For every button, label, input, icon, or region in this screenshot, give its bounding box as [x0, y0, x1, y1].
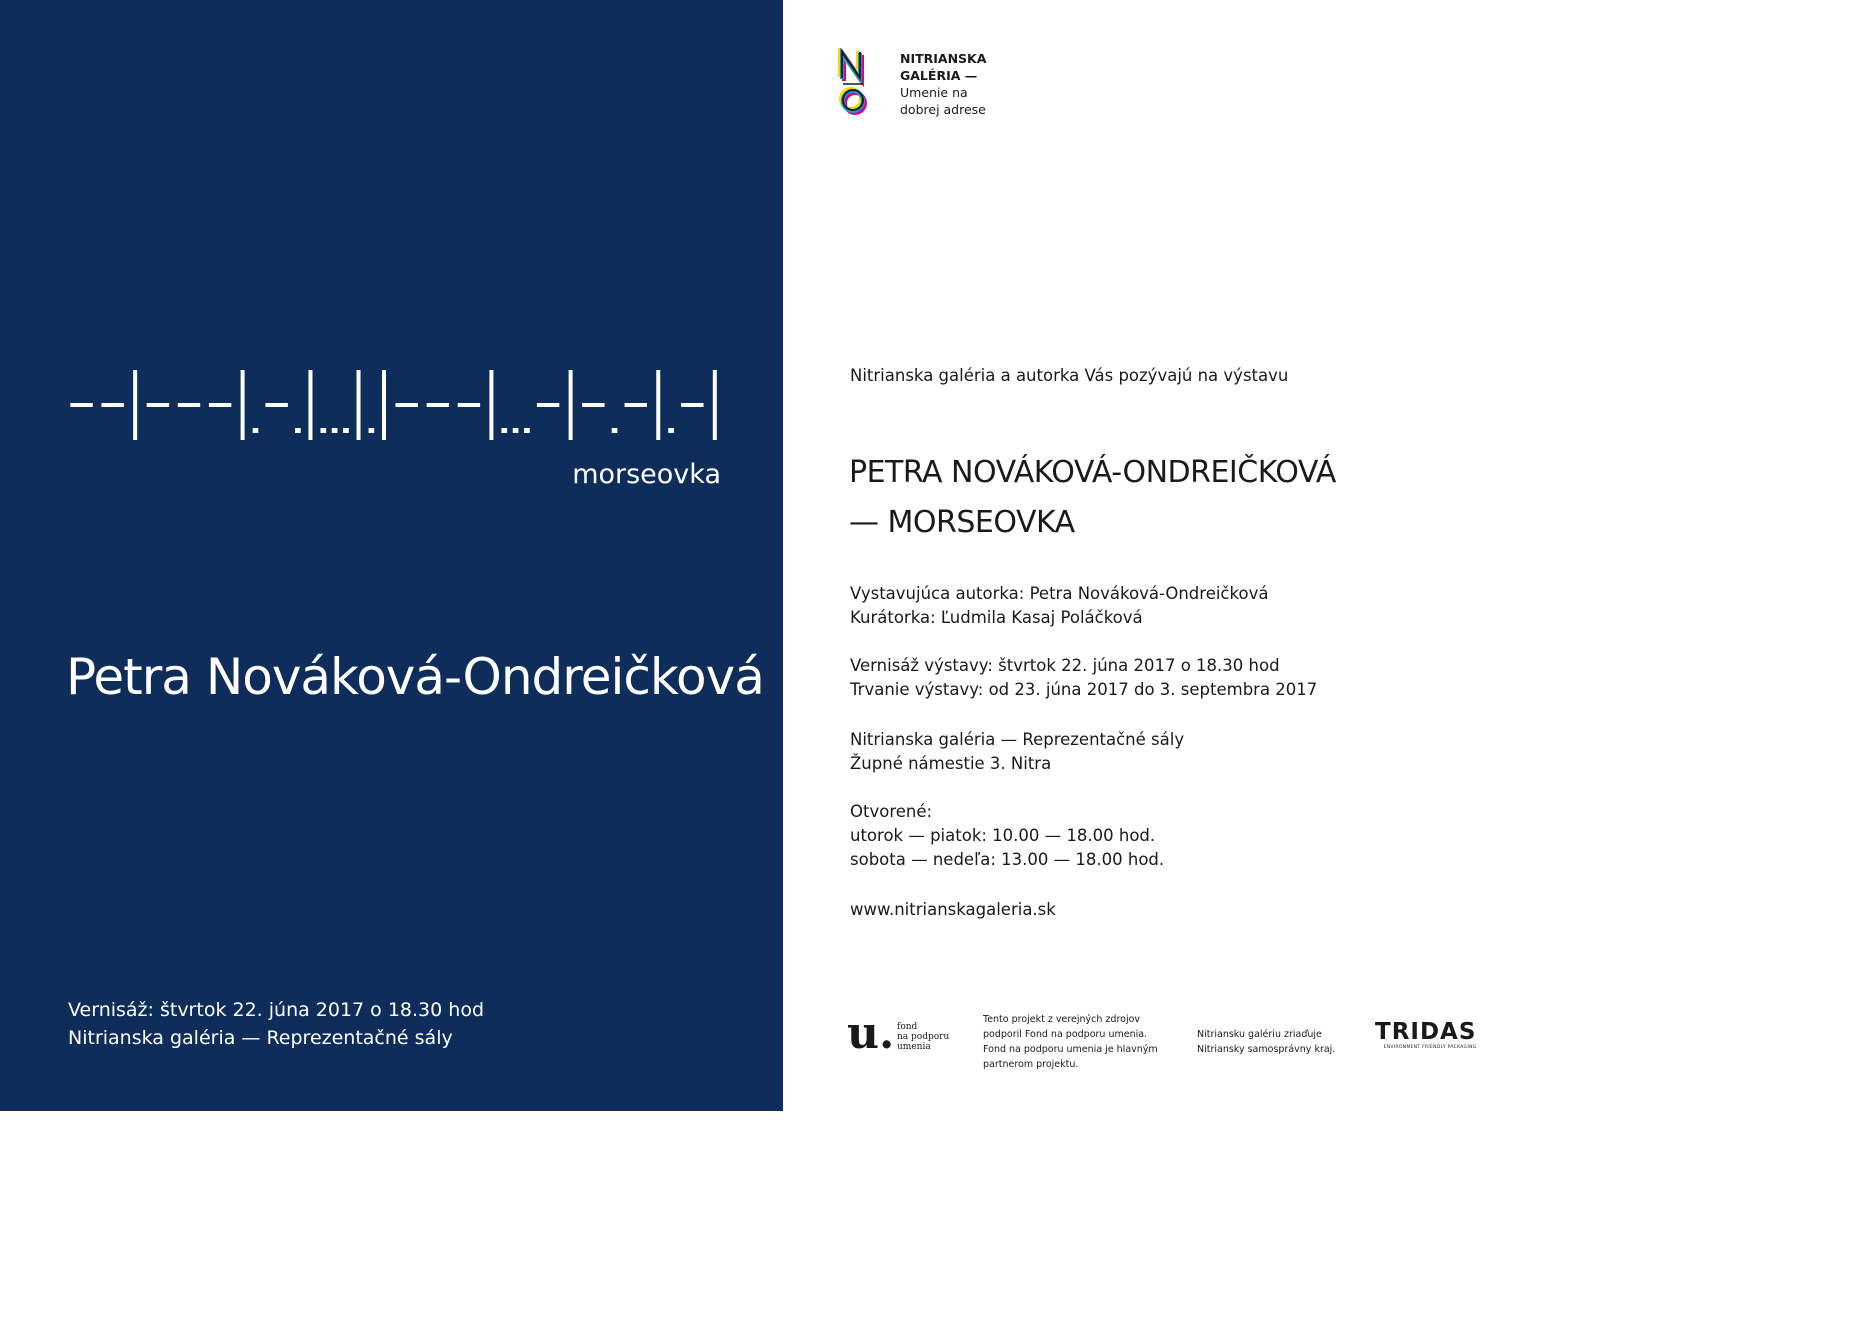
fpu-text-1: fond	[897, 1022, 918, 1032]
website-link[interactable]: www.nitrianskagaleria.sk	[850, 900, 1056, 919]
morse-dash	[537, 403, 559, 407]
hours-weekday: utorok — piatok: 10.00 — 18.00 hod.	[850, 826, 1156, 845]
morse-dash	[101, 403, 123, 407]
morse-separator	[489, 370, 493, 440]
artist-name: Petra Nováková-Ondreičková	[66, 648, 764, 706]
info-panel	[783, 0, 1568, 1111]
hours-heading: Otvorené:	[850, 802, 933, 821]
morse-dash	[147, 403, 169, 407]
people-block	[850, 582, 1268, 630]
fpu-logo-text	[897, 1022, 949, 1052]
tridas-wordmark: TRIDAS	[1375, 1019, 1477, 1045]
morse-dot	[369, 428, 375, 433]
morse-dot	[253, 428, 259, 433]
cover-footer	[68, 996, 484, 1052]
author-line: Vystavujúca autorka: Petra Nováková-Ondreičková	[850, 584, 1269, 603]
cover-panel	[0, 0, 783, 1111]
founder-note-1: Nitriansku galériu zriaďuje	[1197, 1029, 1322, 1040]
web-block	[850, 898, 1056, 922]
morse-dash	[209, 403, 231, 407]
morse-dot	[343, 428, 349, 433]
morse-separator	[133, 370, 137, 440]
logo-line-2: GALÉRIA —	[900, 68, 978, 83]
cover-opening: Vernisáž: štvrtok 22. júna 2017 o 18.30 hod	[68, 999, 485, 1021]
morse-separator	[713, 370, 717, 440]
morse-dash	[458, 403, 480, 407]
gallery-logo-text	[900, 50, 986, 118]
morse-dash	[70, 403, 92, 407]
morse-separator	[241, 370, 245, 440]
project-note-1: Tento projekt z verejných zdrojov	[983, 1014, 1141, 1025]
morse-dot	[320, 428, 326, 433]
fpu-text-2: na podporu	[897, 1032, 950, 1042]
project-note-4: partnerom projektu.	[983, 1059, 1079, 1070]
project-note-3: Fond na podporu umenia je hlavným	[983, 1044, 1158, 1055]
morse-dash	[625, 403, 647, 407]
tridas-logo-icon	[1375, 1020, 1476, 1050]
title-line-2: — MORSEOVKA	[849, 505, 1075, 540]
morse-code-graphic	[66, 370, 722, 440]
morse-separator	[656, 370, 660, 440]
venue-line: Nitrianska galéria — Reprezentačné sály	[850, 730, 1185, 749]
morse-dot	[668, 428, 674, 433]
morse-dash	[582, 403, 604, 407]
address-line: Župné námestie 3. Nitra	[850, 754, 1052, 773]
morse-dot	[332, 428, 338, 433]
project-support-note	[983, 1012, 1158, 1072]
exhibition-title	[849, 448, 1336, 548]
fpu-logo-icon: u.	[847, 1008, 895, 1059]
project-note-2: podporil Fond na podporu umenia.	[983, 1029, 1148, 1040]
cover-venue: Nitrianska galéria — Reprezentačné sály	[68, 1027, 453, 1049]
morse-dot	[524, 428, 530, 433]
ng-logo-icon	[837, 48, 885, 118]
morse-dot	[295, 428, 301, 433]
logo-line-4: dobrej adrese	[900, 102, 986, 117]
curator-line: Kurátorka: Ľudmila Kasaj Poláčková	[850, 608, 1143, 627]
morse-dot	[612, 428, 618, 433]
morse-dot	[501, 428, 507, 433]
duration-line: Trvanie výstavy: od 23. júna 2017 do 3. septembra 2017	[850, 680, 1318, 699]
hours-block	[850, 800, 1164, 872]
founder-note-2: Nitriansky samosprávny kraj.	[1197, 1044, 1336, 1055]
morse-separator	[569, 370, 573, 440]
morse-dot	[513, 428, 519, 433]
founder-note	[1197, 1027, 1335, 1057]
logo-line-3: Umenie na	[900, 85, 968, 100]
morse-dash	[681, 403, 703, 407]
morse-dash	[396, 403, 418, 407]
venue-block	[850, 728, 1184, 776]
morse-dash	[427, 403, 449, 407]
opening-line: Vernisáž výstavy: štvrtok 22. júna 2017 o 18.30 hod	[850, 656, 1280, 675]
morse-separator	[382, 370, 386, 440]
fpu-text-3: umenia	[897, 1042, 931, 1052]
logo-line-1: NITRIANSKA	[900, 51, 987, 66]
title-line-1: PETRA NOVÁKOVÁ-ONDREIČKOVÁ	[849, 455, 1336, 490]
morse-separator	[308, 370, 312, 440]
morse-dash	[265, 403, 287, 407]
morse-dash	[178, 403, 200, 407]
morse-label: morseovka	[572, 459, 721, 490]
hours-weekend: sobota — nedeľa: 13.00 — 18.00 hod.	[850, 850, 1165, 869]
morse-separator	[357, 370, 361, 440]
dates-block	[850, 654, 1317, 702]
tridas-tagline: ENVIRONMENT FRIENDLY PACKAGING	[1383, 1045, 1477, 1050]
invitation-line: Nitrianska galéria a autorka Vás pozývajú na výstavu	[850, 366, 1289, 385]
